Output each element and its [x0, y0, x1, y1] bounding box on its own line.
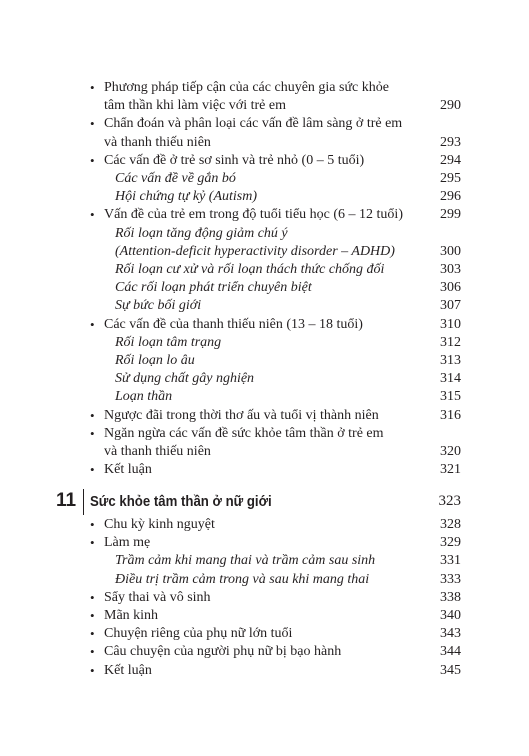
toc-entry-title: Trầm cảm khi mang thai và trầm cảm sau sinh: [115, 553, 376, 569]
toc-page-number: 290: [440, 98, 461, 114]
toc-page-number: 313: [440, 353, 461, 368]
toc-page-number: 295: [440, 171, 461, 186]
toc-entry-title: Chuyện riêng của phụ nữ lớn tuổi: [104, 626, 293, 642]
toc-page-number: 321: [440, 462, 461, 478]
toc-entry-title: Các vấn đề về gắn bó: [115, 171, 236, 186]
toc-entry-title: tâm thần khi làm việc với trẻ em: [104, 98, 286, 114]
toc-entry-title: Loạn thần: [115, 389, 173, 405]
toc-entry-title: Các vấn đề của thanh thiếu niên (13 – 18 tuổi): [104, 316, 363, 332]
toc-entry-title: Sử dụng chất gây nghiện: [115, 371, 255, 387]
toc-entry-title: Các vấn đề ở trẻ sơ sinh và trẻ nhỏ (0 – 5 tuổi): [104, 152, 365, 168]
toc-entry-title: (Attention-deficit hyperactivity disorder – ADHD): [115, 243, 395, 259]
bullet-icon: •: [90, 425, 95, 441]
bullet-icon: •: [90, 626, 95, 642]
toc-page-number: 299: [440, 207, 461, 223]
toc-page-number: 315: [440, 389, 461, 405]
toc-page-number: 303: [440, 262, 461, 277]
bullet-icon: •: [90, 407, 95, 423]
toc-page-number: 345: [440, 662, 461, 678]
toc-entry-title: Rối loạn tâm trạng: [115, 334, 222, 350]
toc-entry-title: Kết luận: [104, 462, 152, 478]
bullet-icon: •: [90, 608, 95, 623]
toc-entry-title: Điều trị trầm cảm trong và sau khi mang thai: [115, 571, 370, 587]
toc-page-number: 312: [440, 334, 461, 350]
toc-entry-title: Rối loạn tăng động giảm chú ý: [115, 225, 288, 241]
toc-entry-title: Hội chứng tự kỷ (Autism): [115, 189, 258, 205]
bullet-icon: •: [90, 462, 95, 478]
bullet-icon: •: [90, 517, 95, 532]
bullet-icon: •: [90, 644, 95, 660]
toc-page-number: 344: [440, 644, 461, 660]
bullet-icon: •: [90, 589, 95, 605]
toc-entry-title: Kết luận: [104, 662, 152, 678]
toc-page-number: 320: [440, 444, 461, 459]
toc-entry-title: Câu chuyện của người phụ nữ bị bạo hành: [104, 644, 342, 660]
toc-entry-title: Các rối loạn phát triển chuyên biệt: [115, 280, 312, 296]
bullet-icon: •: [90, 152, 95, 168]
toc-entry-title: Sẩy thai và vô sinh: [104, 589, 211, 605]
toc-entry-title: Vấn đề của trẻ em trong độ tuổi tiểu học (6 – 12 tuổi): [104, 207, 403, 223]
toc-entry-title: Sự bức bối giới: [115, 298, 202, 314]
toc-page-number: 293: [440, 134, 461, 150]
bullet-icon: •: [90, 116, 95, 132]
toc-page-number: 306: [440, 280, 461, 296]
chapter-heading[interactable]: [0, 490, 529, 513]
toc-entry-title: Chu kỳ kinh nguyệt: [104, 517, 215, 532]
chapter-number: 11: [56, 490, 77, 511]
toc-entry-title: Ngăn ngừa các vấn đề sức khỏe tâm thần ở trẻ em: [104, 425, 384, 441]
chapter-title: Sức khỏe tâm thần ở nữ giới: [90, 493, 272, 510]
chapter-divider: [83, 489, 84, 515]
toc-page-number: 307: [440, 298, 461, 314]
toc-entry-title: Làm mẹ: [104, 535, 151, 551]
bullet-icon: •: [90, 535, 95, 551]
toc-entry-title: Mãn kinh: [104, 608, 159, 623]
toc-entry-title: Rối loạn lo âu: [115, 353, 195, 368]
toc-page-number: 329: [440, 535, 461, 551]
toc-page-number: 296: [440, 189, 461, 205]
toc-page-number: 338: [440, 589, 461, 605]
toc-page-number: 331: [440, 553, 461, 569]
toc-entry-title: Phương pháp tiếp cận của các chuyên gia sức khỏe: [104, 80, 389, 95]
bullet-icon: •: [90, 316, 95, 332]
toc-page-number: 294: [440, 152, 461, 168]
bullet-icon: •: [90, 662, 95, 678]
bullet-icon: •: [90, 80, 95, 95]
toc-page-number: 328: [440, 517, 461, 532]
toc-entry-title: Ngược đãi trong thời thơ ấu và tuổi vị thành niên: [104, 407, 379, 423]
toc-page-number: 300: [440, 243, 461, 259]
toc-page-number: 316: [440, 407, 461, 423]
toc-page-number: 340: [440, 608, 461, 623]
bullet-icon: •: [90, 207, 95, 223]
toc-entry-title: và thanh thiếu niên: [104, 444, 211, 459]
toc-entry-title: Chẩn đoán và phân loại các vấn đề lâm sàng ở trẻ em: [104, 116, 403, 132]
chapter-page-number: 323: [438, 493, 461, 509]
toc-page-number: 310: [440, 316, 461, 332]
toc-page-number: 343: [440, 626, 461, 642]
toc-entry-title: Rối loạn cư xử và rối loạn thách thức chống đối: [115, 262, 385, 277]
toc-page-number: 333: [440, 571, 461, 587]
toc-page-number: 314: [440, 371, 461, 387]
toc-entry-title: và thanh thiếu niên: [104, 134, 211, 150]
